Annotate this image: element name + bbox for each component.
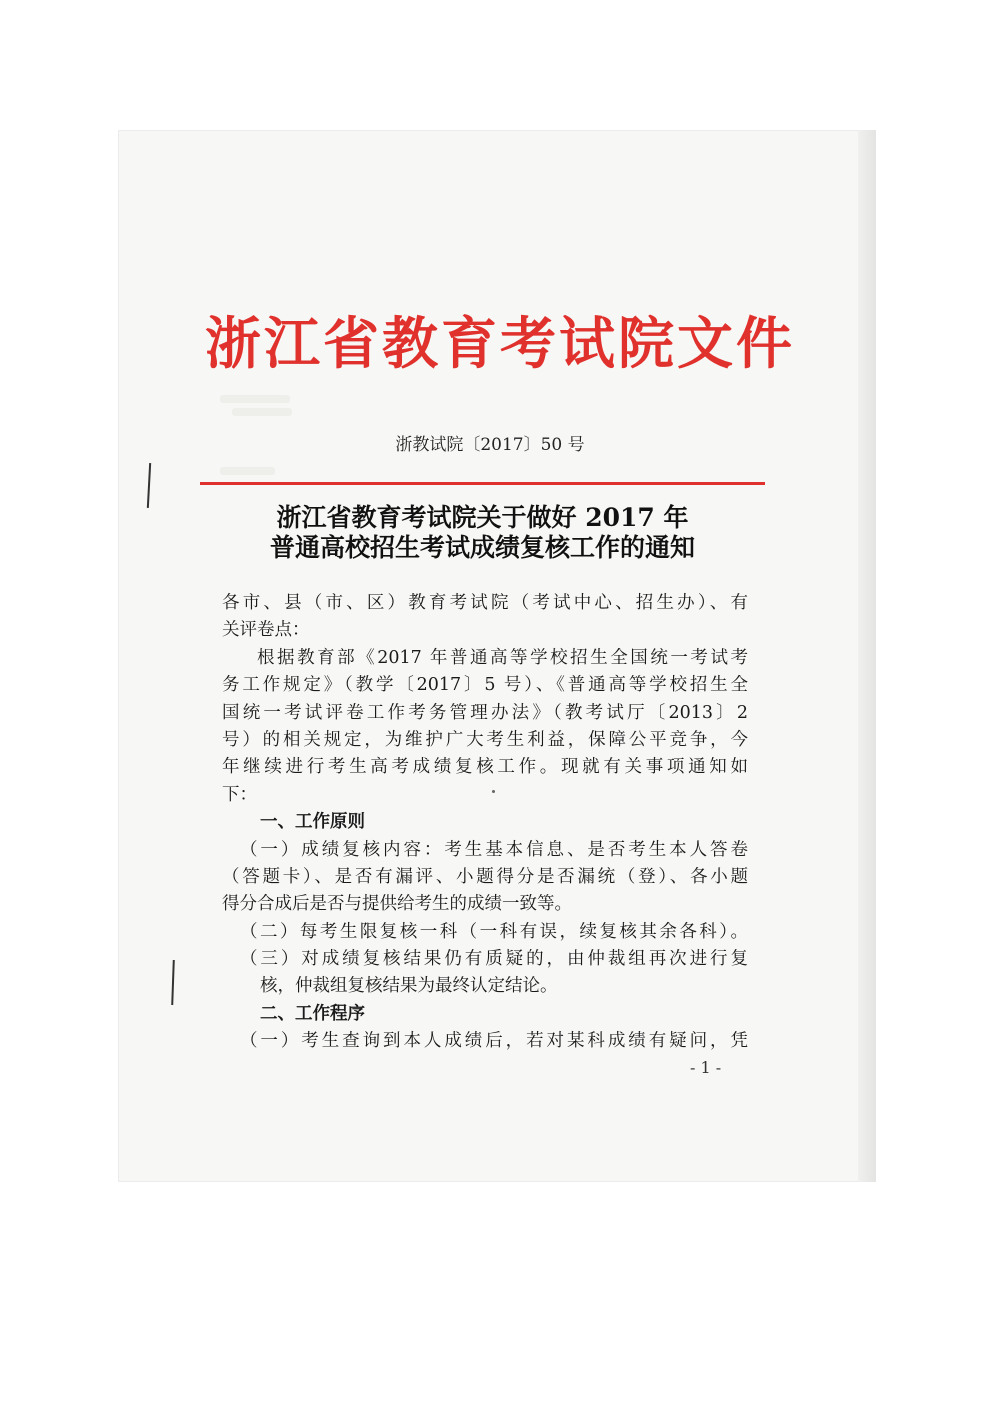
body-line: 各市、县（市、区）教育考试院（考试中心、招生办）、有 bbox=[222, 593, 748, 613]
scan-speck bbox=[492, 790, 495, 793]
page-number: - 1 - bbox=[690, 1058, 722, 1077]
body-line: 关评卷点： bbox=[222, 620, 310, 641]
bleed-through-mark bbox=[220, 395, 290, 403]
body-line: 年继续进行考生高考成绩复核工作。现就有关事项通知如 bbox=[222, 757, 748, 778]
body-line: 国统一考试评卷工作考务管理办法》（教考试厅〔2013〕2 bbox=[222, 702, 748, 723]
section-heading-procedures: 二、工作程序 bbox=[260, 1003, 365, 1024]
bleed-through-mark bbox=[232, 408, 292, 416]
scan-shadow-edge bbox=[858, 130, 876, 1182]
document-number: 浙教试院〔2017〕50 号 bbox=[395, 435, 585, 455]
body-line: （一）成绩复核内容：考生基本信息、是否考生本人答卷 bbox=[240, 839, 748, 860]
body-line: 根据教育部《2017 年普通高等学校招生全国统一考试考 bbox=[257, 647, 748, 668]
notice-body bbox=[222, 590, 748, 1056]
body-line: （答题卡）、是否有漏评、小题得分是否漏统（登）、各小题 bbox=[222, 866, 748, 887]
body-line: （一）考生查询到本人成绩后，若对某科成绩有疑问，凭 bbox=[240, 1031, 748, 1052]
notice-title bbox=[200, 503, 765, 563]
body-line: 得分合成后是否与提供给考生的成绩一致等。 bbox=[222, 894, 572, 915]
notice-title-line-2: 普通高校招生考试成绩复核工作的通知 bbox=[269, 533, 695, 562]
section-heading-principles: 一、工作原则 bbox=[260, 812, 365, 833]
body-line: （二）每考生限复核一科（一科有误，续复核其余各科）。 bbox=[240, 921, 748, 942]
body-line: 下： bbox=[222, 784, 257, 805]
body-line: （三）对成绩复核结果仍有质疑的，由仲裁组再次进行复 bbox=[240, 949, 748, 970]
bleed-through-mark bbox=[220, 467, 275, 475]
body-line: 务工作规定》（教学〔2017〕5 号）、《普通高等学校招生全 bbox=[222, 675, 748, 696]
body-line: 号）的相关规定，为维护广大考生利益，保障公平竞争，今 bbox=[222, 729, 748, 750]
body-line: 核，仲裁组复核结果为最终认定结论。 bbox=[260, 976, 558, 997]
red-divider-rule bbox=[200, 482, 765, 485]
document-header-title: 浙江省教育考试院文件 bbox=[205, 311, 795, 377]
notice-title-line-1: 浙江省教育考试院关于做好 2017 年 bbox=[276, 503, 689, 532]
